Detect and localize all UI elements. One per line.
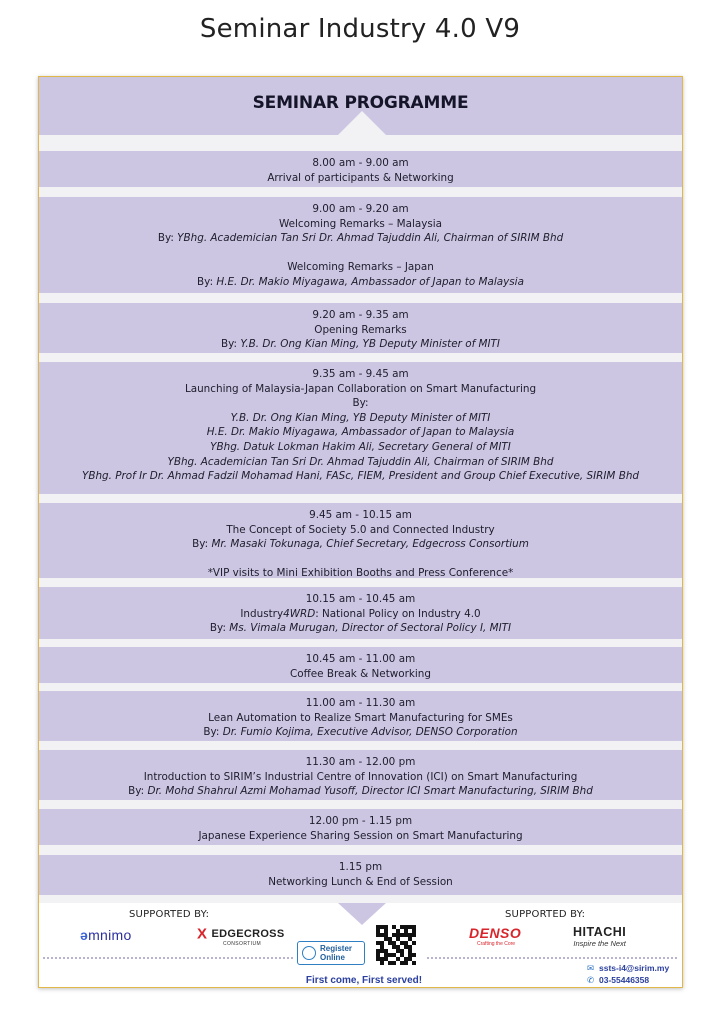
programme-line: Opening Remarks (314, 323, 407, 336)
programme-line: Japanese Experience Sharing Session on Smart Manufacturing (198, 829, 523, 842)
programme-line: YBhg. Prof Ir Dr. Ahmad Fadzil Mohamad Hani, FASc, FIEM, President and Group Chief Executive, SIRIM Bhd (81, 470, 640, 483)
speaker-name: Mr. Masaki Tokunaga, Chief Secretary, Edgecross Consortium (211, 538, 529, 551)
programme-line: Lean Automation to Realize Smart Manufacturing for SMEs (208, 711, 513, 724)
register-label-line2: Online (320, 953, 345, 962)
programme-item (39, 503, 682, 578)
first-come-notice: First come, First served! (305, 975, 423, 986)
programme-line: The Concept of Society 5.0 and Connected Industry (226, 523, 495, 536)
programme-item (39, 362, 682, 494)
programme-time: 12.00 pm - 1.15 pm (308, 815, 413, 827)
speaker-name: Dr. Mohd Shahrul Azmi Mohamad Yusoff, Director ICI Smart Manufacturing, SIRIM Bhd (147, 785, 593, 798)
speaker-prefix: By: (128, 785, 148, 798)
programme-heading: SEMINAR PROGRAMME (252, 93, 469, 113)
programme-title-part: 4WRD (283, 607, 316, 620)
programme-item (39, 691, 682, 741)
programme-item (39, 809, 682, 845)
programme-item (39, 587, 682, 639)
phone-icon: ✆ (587, 975, 595, 985)
denso-tagline: Crafting the Core (477, 941, 516, 947)
programme-line: YBhg. Academician Tan Sri Dr. Ahmad Tajuddin Ali, Chairman of SIRIM Bhd (167, 455, 554, 468)
denso-logo (469, 925, 521, 947)
programme-time: 1.15 pm (338, 861, 383, 873)
programme-line: Y.B. Dr. Ong Kian Ming, YB Deputy Minister of MITI (230, 411, 491, 424)
hitachi-wordmark: HITACHI (573, 925, 627, 939)
programme-line: YBhg. Datuk Lokman Hakim Ali, Secretary General of MITI (210, 440, 511, 453)
header-arrow-shape (338, 111, 386, 135)
programme-time: 11.00 am - 11.30 am (305, 697, 416, 709)
poster-footer (39, 903, 682, 988)
omnimo-logo (80, 927, 132, 943)
programme-time: 8.00 am - 9.00 am (312, 157, 409, 169)
dotted-divider-right (427, 957, 677, 959)
speaker-prefix: By: (157, 232, 178, 245)
speaker-prefix: By: (221, 338, 241, 351)
programme-item (39, 303, 682, 353)
page-title: Seminar Industry 4.0 V9 (199, 14, 521, 44)
programme-time: 9.20 am - 9.35 am (312, 309, 409, 321)
programme-speaker (39, 231, 682, 246)
programme-line: By: (352, 397, 369, 410)
programme-speaker (39, 784, 682, 799)
programme-item (39, 647, 682, 683)
programme-line: Introduction to SIRIM’s Industrial Centre of Innovation (ICI) on Smart Manufacturing (143, 770, 578, 783)
programme-item (39, 151, 682, 187)
seminar-poster (38, 76, 683, 988)
register-label (320, 944, 352, 962)
qr-code-icon[interactable] (376, 925, 416, 965)
speaker-name: H.E. Dr. Makio Miyagawa, Ambassador of Japan to Malaysia (216, 275, 524, 288)
denso-wordmark: DENSO (469, 925, 522, 941)
speaker-name: Y.B. Dr. Ong Kian Ming, YB Deputy Minister of MITI (240, 338, 500, 351)
speaker-prefix: By: (197, 275, 217, 288)
speaker-prefix: By: (192, 538, 212, 551)
edgecross-x-icon: X (197, 925, 208, 943)
programme-speaker (39, 275, 682, 290)
omnimo-wordmark: mnimo (88, 927, 132, 943)
programme-line: Welcoming Remarks – Malaysia (278, 217, 443, 230)
programme-line: H.E. Dr. Makio Miyagawa, Ambassador of Japan to Malaysia (206, 426, 515, 439)
hitachi-tagline: Inspire the Next (573, 939, 626, 948)
edgecross-logo (197, 925, 284, 947)
programme-item (39, 750, 682, 800)
programme-time: 9.45 am - 10.15 am (309, 509, 412, 521)
programme-speaker (39, 621, 682, 636)
programme-line: Arrival of participants & Networking (267, 171, 454, 184)
speaker-prefix: By: (203, 726, 223, 739)
programme-item (39, 855, 682, 895)
email-text: ssts-i4@sirim.my (599, 963, 670, 973)
dotted-divider-left (43, 957, 293, 959)
contact-phone[interactable] (587, 975, 649, 986)
speaker-name: Dr. Fumio Kojima, Executive Advisor, DENSO Corporation (222, 726, 518, 739)
programme-time: 10.45 am - 11.00 am (305, 653, 416, 665)
footer-arrow-shape (338, 903, 386, 925)
edgecross-wordmark: EDGECROSS (211, 927, 285, 940)
programme-line: *VIP visits to Mini Exhibition Booths and Press Conference* (207, 567, 514, 580)
programme-item (39, 197, 682, 293)
programme-line: Coffee Break & Networking (290, 667, 431, 680)
programme-time: 10.15 am - 10.45 am (305, 593, 416, 605)
omnimo-mark: ə (80, 927, 89, 943)
edgecross-subtitle: CONSORTIUM (223, 941, 262, 947)
register-online-button[interactable] (297, 941, 365, 965)
hitachi-logo (573, 925, 626, 948)
poster-header (39, 77, 682, 135)
mail-icon: ✉ (587, 963, 595, 973)
programme-time: 11.30 am - 12.00 pm (305, 756, 416, 768)
line-spacer (39, 552, 682, 567)
programme-title-part: Industry (240, 607, 284, 620)
programme-time: 9.35 am - 9.45 am (312, 368, 409, 380)
qr-module (412, 961, 416, 965)
line-spacer (39, 246, 682, 261)
programme-speaker (39, 725, 682, 740)
register-icon (302, 946, 316, 960)
register-label-line1: Register (320, 944, 353, 953)
speaker-name: Ms. Vimala Murugan, Director of Sectoral Policy I, MITI (229, 622, 512, 635)
contact-email[interactable] (587, 963, 669, 974)
supported-by-label-left: SUPPORTED BY: (129, 909, 210, 920)
programme-line: Launching of Malaysia-Japan Collaboration on Smart Manufacturing (184, 382, 537, 395)
programme-line: Welcoming Remarks – Japan (287, 261, 434, 274)
speaker-prefix: By: (209, 622, 230, 635)
programme-speaker (39, 337, 682, 352)
phone-text: 03-55446358 (599, 975, 650, 985)
programme-title (39, 607, 682, 622)
supported-by-label-right: SUPPORTED BY: (505, 909, 586, 920)
programme-time: 9.00 am - 9.20 am (312, 203, 409, 215)
speaker-name: YBhg. Academician Tan Sri Dr. Ahmad Tajuddin Ali, Chairman of SIRIM Bhd (177, 232, 564, 245)
programme-speaker (39, 537, 682, 552)
programme-line: Networking Lunch & End of Session (268, 875, 453, 888)
programme-title-part: : National Policy on Industry 4.0 (315, 607, 481, 620)
